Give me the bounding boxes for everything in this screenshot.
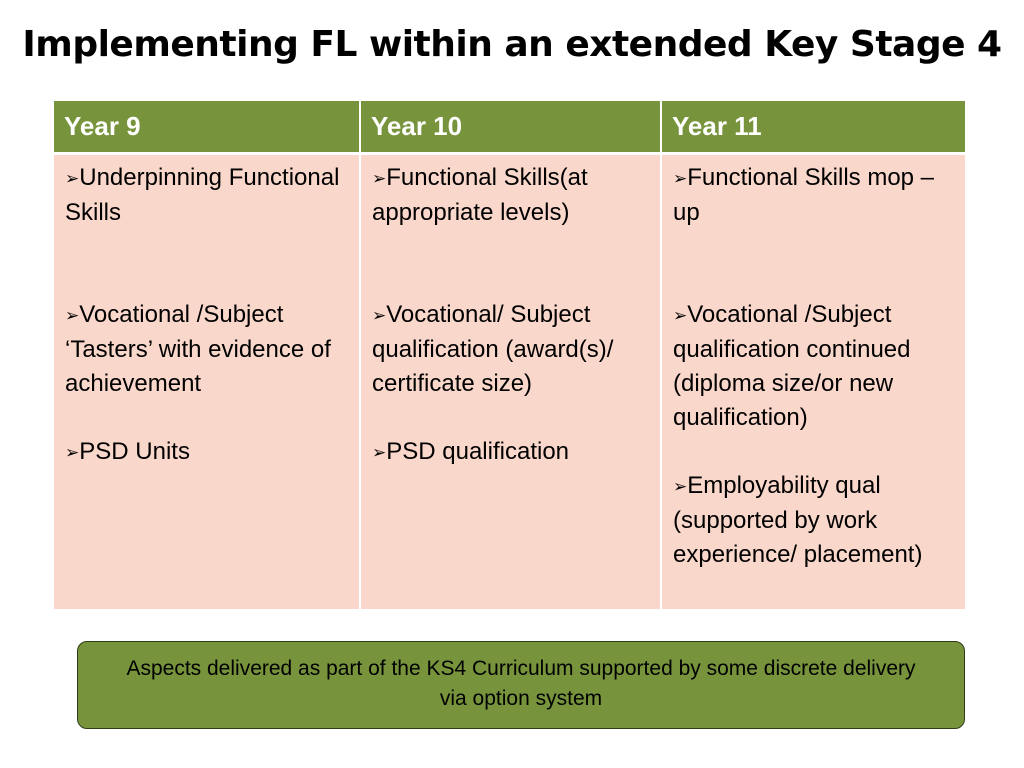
list-item-text: PSD Units [79, 437, 190, 465]
year-plan-table [54, 101, 965, 609]
list-item [673, 298, 957, 435]
list-item-text: Functional Skills mop –up [673, 163, 935, 226]
arrow-bullet-icon: ➢ [372, 442, 387, 462]
curriculum-note-text: Aspects delivered as part of the KS4 Curriculum supported by some discrete delivery via option system [126, 657, 916, 710]
slide-title: Implementing FL within an extended Key Stage 4 [22, 24, 1002, 65]
list-item [372, 161, 652, 230]
arrow-bullet-icon: ➢ [372, 305, 387, 325]
arrow-bullet-icon: ➢ [673, 305, 688, 325]
column-header-year-9: Year 9 [54, 101, 360, 153]
arrow-bullet-icon: ➢ [372, 168, 387, 188]
list-item-text: Vocational /Subject ‘Tasters’ with evidence of achievement [65, 300, 331, 397]
year-10-cell [360, 153, 661, 609]
year-9-cell [54, 153, 360, 609]
list-item [372, 298, 652, 401]
list-item-text: Employability qual (supported by work experience/ placement) [673, 471, 923, 568]
list-item-text: Underpinning Functional Skills [65, 163, 340, 226]
column-header-year-10: Year 10 [360, 101, 661, 153]
arrow-bullet-icon: ➢ [65, 442, 80, 462]
list-item-text: Vocational/ Subject qualification (award(s)/ certificate size) [372, 300, 614, 397]
list-item-text: PSD qualification [386, 437, 570, 465]
table-header-row [54, 101, 965, 153]
table-row [54, 153, 965, 609]
arrow-bullet-icon: ➢ [673, 476, 688, 496]
arrow-bullet-icon: ➢ [65, 305, 80, 325]
list-item [673, 469, 957, 572]
column-header-year-11: Year 11 [661, 101, 965, 153]
list-item [65, 161, 351, 230]
list-item [673, 161, 957, 230]
arrow-bullet-icon: ➢ [65, 168, 80, 188]
list-item-text: Functional Skills(at appropriate levels) [372, 163, 588, 226]
list-item [65, 435, 351, 470]
year-11-cell [661, 153, 965, 609]
list-item [65, 298, 351, 401]
list-item [372, 435, 652, 470]
curriculum-note-box [77, 641, 965, 729]
list-item-text: Vocational /Subject qualification continued (diploma size/or new qualification) [673, 300, 911, 431]
arrow-bullet-icon: ➢ [673, 168, 688, 188]
